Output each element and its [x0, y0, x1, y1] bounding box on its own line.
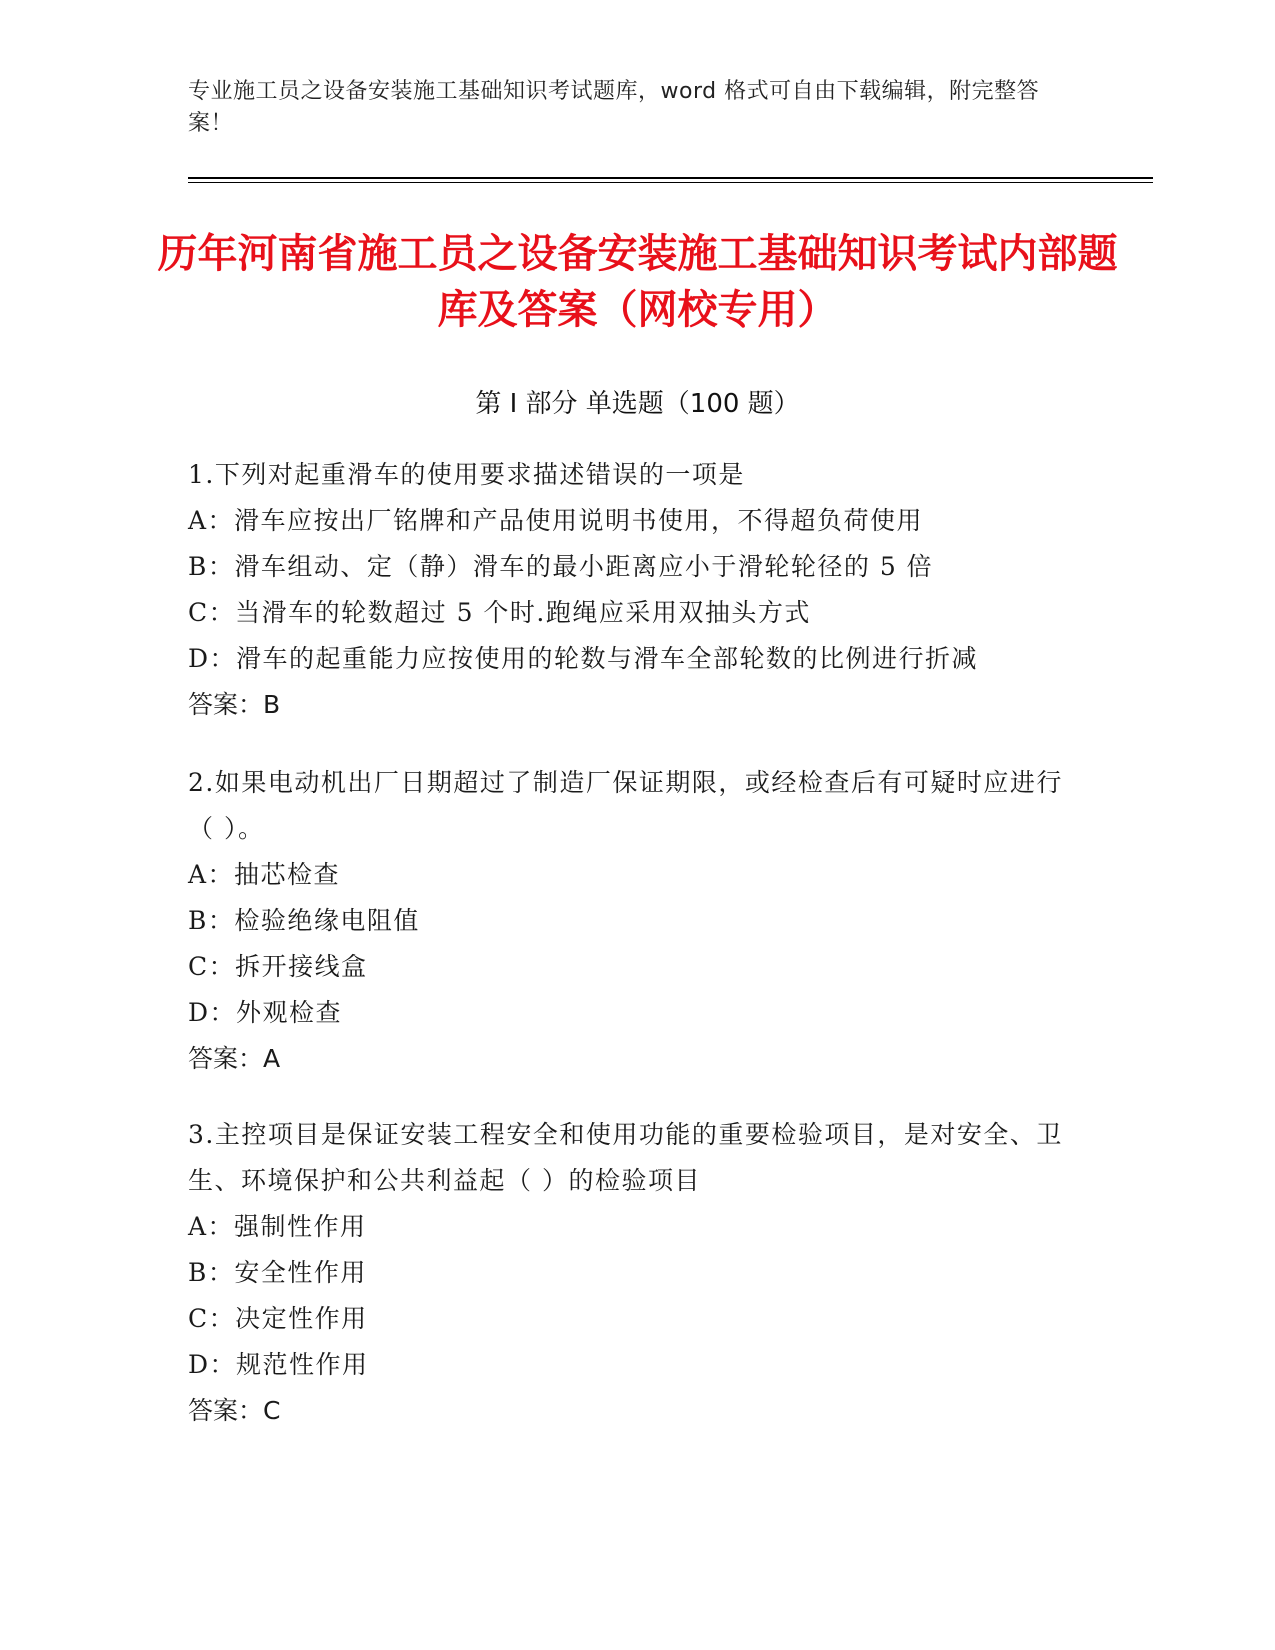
question-2	[188, 760, 1068, 1082]
answer: 答案：A	[188, 1044, 281, 1073]
answer: 答案：B	[188, 690, 281, 719]
question-3	[188, 1112, 1068, 1434]
option-a: A：强制性作用	[188, 1212, 367, 1241]
answer: 答案：C	[188, 1396, 281, 1425]
header-rule-thin	[188, 182, 1153, 183]
question-stem: 1.下列对起重滑车的使用要求描述错误的一项是	[188, 460, 745, 489]
option-a: A：抽芯检查	[188, 860, 341, 889]
option-b: B：安全性作用	[188, 1258, 367, 1287]
header-rule-thick	[188, 177, 1153, 179]
option-d: D：滑车的起重能力应按使用的轮数与滑车全部轮数的比例进行折减	[188, 644, 979, 673]
option-a: A：滑车应按出厂铭牌和产品使用说明书使用，不得超负荷使用	[188, 506, 924, 535]
document-title: 历年河南省施工员之设备安装施工基础知识考试内部题库及答案（网校专用）	[157, 231, 1118, 333]
header-note: 专业施工员之设备安装施工基础知识考试题库，word 格式可自由下载编辑，附完整答案！	[188, 79, 1040, 136]
option-d: D：规范性作用	[188, 1350, 369, 1379]
option-b: B：滑车组动、定（静）滑车的最小距离应小于滑轮轮径的 5 倍	[188, 552, 934, 581]
question-stem: 2.如果电动机出厂日期超过了制造厂保证期限，或经检查后有可疑时应进行（ ）。	[188, 768, 1063, 843]
section-heading: 第 I 部分 单选题（100 题）	[475, 389, 800, 419]
option-d: D：外观检查	[188, 998, 343, 1027]
question-1	[188, 452, 1068, 728]
option-b: B：检验绝缘电阻值	[188, 906, 420, 935]
question-stem: 3.主控项目是保证安装工程安全和使用功能的重要检验项目，是对安全、卫生、环境保护和公共利益起（ ）的检验项目	[188, 1120, 1063, 1195]
option-c: C：拆开接线盒	[188, 952, 368, 981]
option-c: C：决定性作用	[188, 1304, 368, 1333]
option-c: C：当滑车的轮数超过 5 个时.跑绳应采用双抽头方式	[188, 598, 811, 627]
